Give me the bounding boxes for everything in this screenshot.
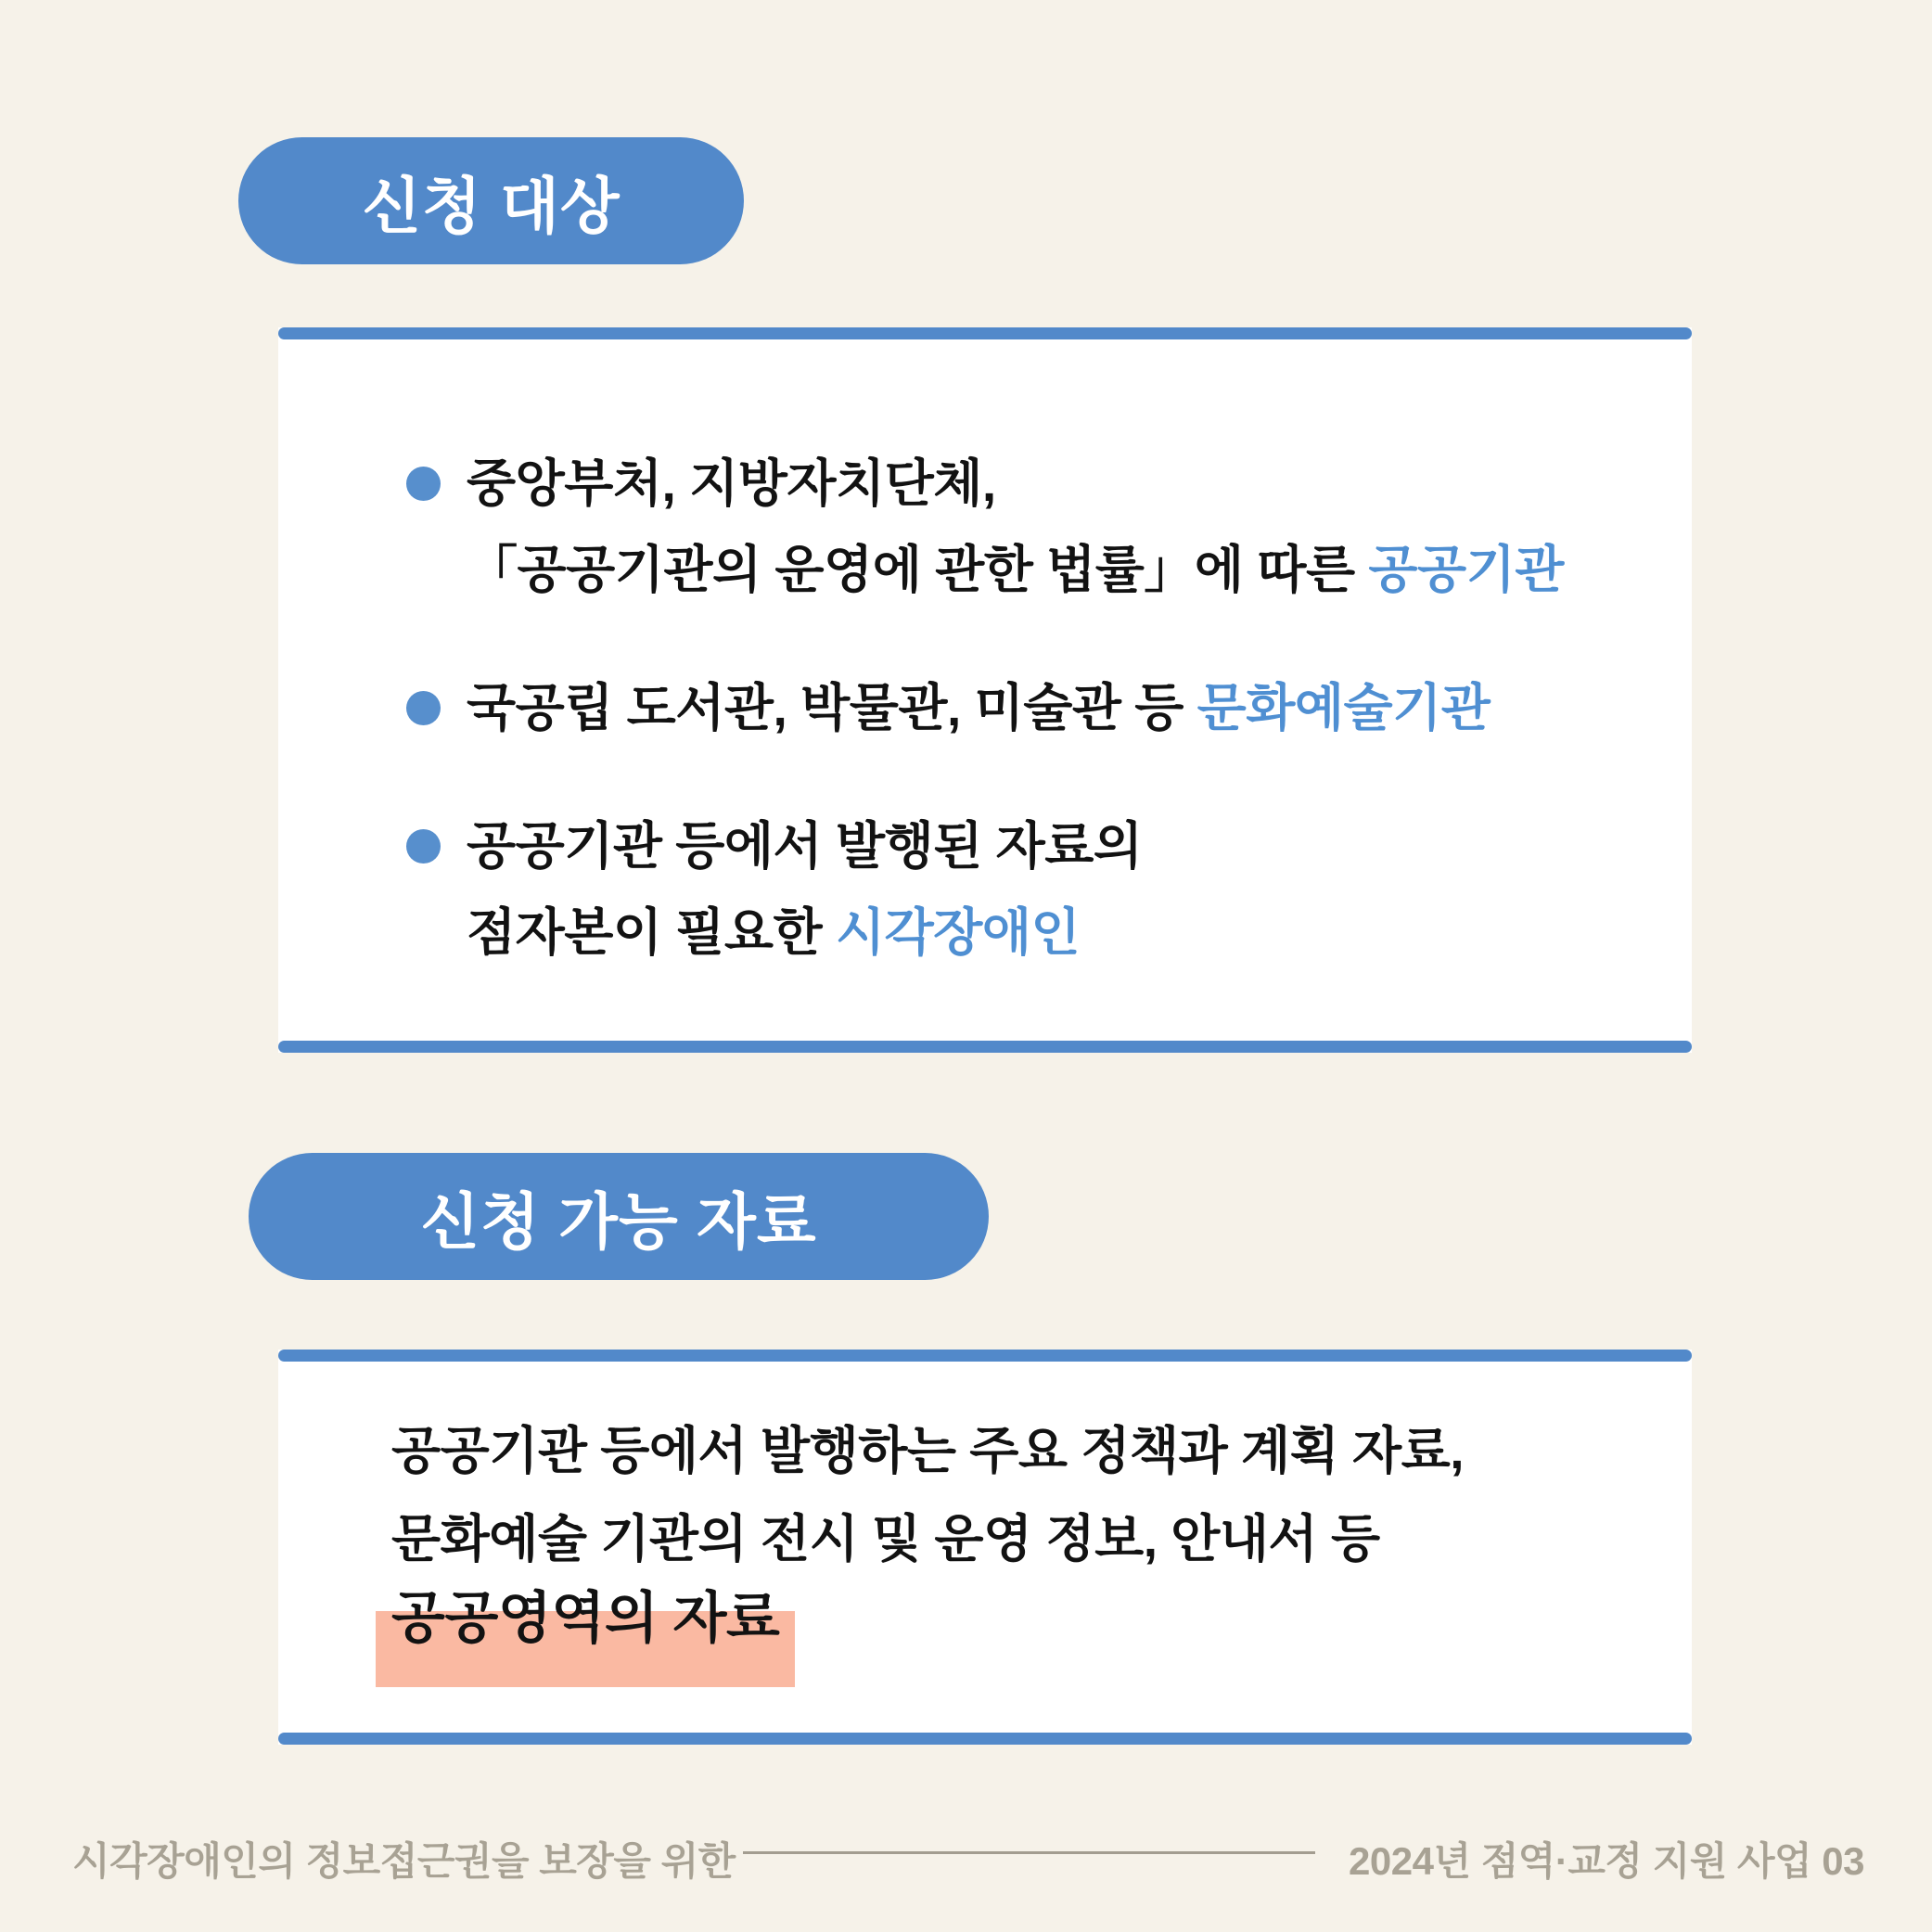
- materials-line2: 문화예술 기관의 전시 및 운영 정보, 안내서 등: [391, 1510, 1380, 1567]
- list-item-text: [467, 665, 1490, 751]
- accent-keyword: 시각장애인: [835, 903, 1081, 961]
- card-top-rule: [278, 327, 1692, 339]
- card-top-rule: [278, 1350, 1692, 1362]
- apply-target-badge-label: 신청 대상: [362, 172, 621, 240]
- item1-line2: 「공공기관의 운영에 관한 법률」에 따른 공공기관: [467, 541, 1564, 598]
- list-item-text: [467, 441, 1564, 613]
- apply-target-list: [278, 327, 1692, 976]
- bullet-dot-icon: [406, 829, 441, 864]
- available-materials-text: [391, 1407, 1645, 1652]
- item3-line1: 공공기관 등에서 발행된 자료의: [467, 817, 1143, 875]
- materials-highlight-line: [391, 1585, 1645, 1652]
- card-bottom-rule: [278, 1733, 1692, 1745]
- bullet-dot-icon: [406, 467, 441, 501]
- available-materials-badge-label: 신청 가능 자료: [420, 1187, 817, 1256]
- bullet-dot-icon: [406, 691, 441, 725]
- list-item: [406, 665, 1645, 751]
- card-bottom-rule: [278, 1041, 1692, 1053]
- item1-line1: 중앙부처, 지방자치단체,: [467, 454, 996, 512]
- apply-target-badge: [238, 137, 744, 264]
- list-item: [406, 803, 1645, 976]
- footer-left-tagline: 시각장애인의 정보접근권을 보장을 위한: [72, 1839, 736, 1883]
- footer-right-program-label: 2024년 점역·교정 지원 사업 03: [1349, 1839, 1864, 1883]
- available-materials-badge: [249, 1153, 989, 1280]
- highlighted-keyword: 공공영역의 자료: [391, 1585, 779, 1652]
- materials-line1: 공공기관 등에서 발행하는 주요 정책과 계획 자료,: [391, 1422, 1465, 1479]
- apply-target-card: [278, 327, 1692, 1053]
- list-item: [406, 441, 1645, 613]
- item3-line2: 점자본이 필요한 시각장애인: [467, 903, 1081, 961]
- available-materials-card: [278, 1350, 1692, 1745]
- accent-keyword: 공공기관: [1368, 541, 1564, 598]
- footer-divider-line: [743, 1851, 1315, 1854]
- list-item-text: [467, 803, 1143, 976]
- item2-line1: 국공립 도서관, 박물관, 미술관 등 문화예술기관: [467, 679, 1491, 736]
- accent-keyword: 문화예술기관: [1196, 679, 1491, 736]
